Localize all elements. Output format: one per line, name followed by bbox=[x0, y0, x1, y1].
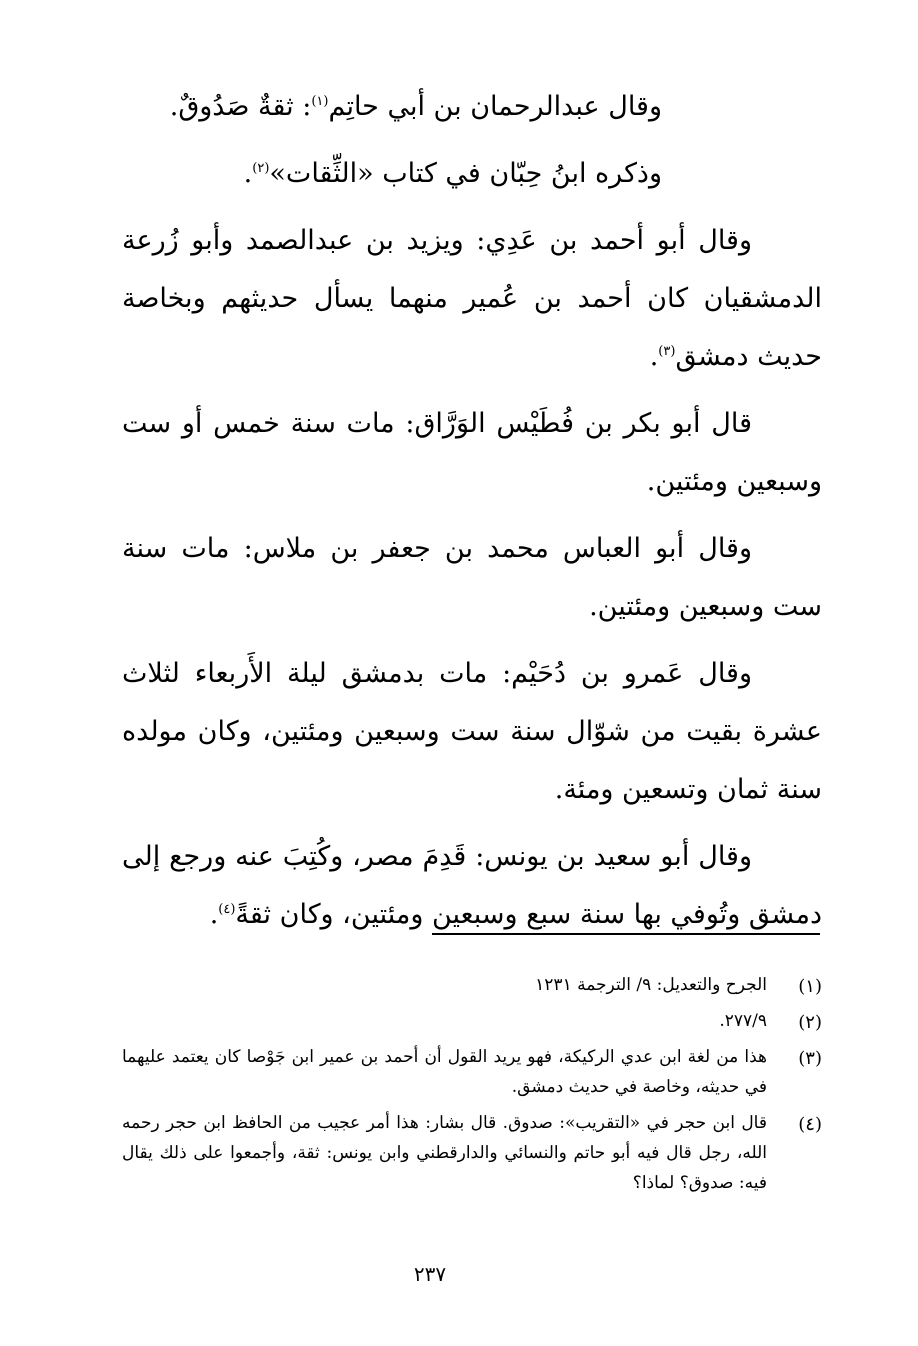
paragraph-text-after: . bbox=[649, 341, 659, 372]
paragraph-text: وقال عبدالرحمان بن أبي حاتِم bbox=[328, 91, 662, 122]
footnote-item bbox=[122, 1042, 822, 1102]
footnote-item bbox=[122, 1006, 822, 1036]
footnotes bbox=[122, 970, 822, 1204]
paragraph-text: وقال عَمرو بن دُحَيْم: مات بدمشق ليلة الأَربعاء لثلاث عشرة بقيت من شوّال سنة ست وسبعين ومئتين، وكان مولده سنة ثمان وتسعين ومئة. bbox=[122, 658, 822, 805]
paragraph-text: وذكره ابنُ حِبّان في كتاب «الثِّقات» bbox=[269, 158, 662, 189]
footnote-ref: (٢) bbox=[252, 161, 270, 176]
footnote-ref: (٤) bbox=[218, 902, 236, 917]
paragraph-text-after: . bbox=[243, 158, 253, 189]
footnote-number: (٢) bbox=[798, 1012, 822, 1033]
footnote-text: هذا من لغة ابن عدي الركيكة، فهو يريد القول أن أحمد بن عمير ابن جَوْصا كان يعتمد عليهما في حديثه، وخاصة في حديث دمشق. bbox=[122, 1047, 767, 1097]
page-number: ٢٣٧ bbox=[413, 1262, 447, 1286]
footnote-item bbox=[122, 1108, 822, 1198]
footnote-divider bbox=[432, 933, 820, 935]
paragraph-text: وقال أبو العباس محمد بن جعفر بن ملاس: مات سنة ست وسبعين ومئتين. bbox=[122, 533, 822, 622]
footnote-item bbox=[122, 970, 822, 1000]
paragraph-ibn-futays bbox=[122, 395, 822, 511]
paragraph-ibn-hibban bbox=[122, 145, 822, 203]
paragraph-ibn-yunus bbox=[122, 828, 822, 944]
paragraph-text: وقال أبو سعيد بن يونس: قَدِمَ مصر، وكُتِبَ عنه ورجع إلى دمشق وتُوفي بها سنة سبع وسبعين ومئتين، وكان ثقةً bbox=[122, 841, 822, 930]
footnote-ref: (٣) bbox=[658, 344, 676, 359]
paragraph-text-after: : ثقةٌ صَدُوقٌ. bbox=[169, 91, 312, 122]
footnote-text: ٢٧٧/٩. bbox=[719, 1011, 767, 1031]
footnote-number: (١) bbox=[798, 976, 822, 997]
footnote-text: الجرح والتعديل: ٩/ الترجمة ١٢٣١ bbox=[535, 975, 767, 995]
paragraph-ibn-adi bbox=[122, 212, 822, 386]
footnote-ref: (١) bbox=[311, 94, 329, 109]
paragraph-text: وقال أبو أحمد بن عَدِي: ويزيد بن عبدالصمد وأبو زُرعة الدمشقيان كان أحمد بن عُمير منهما يسأل حديثهم وبخاصة حديث دمشق bbox=[122, 225, 822, 372]
main-text bbox=[122, 78, 822, 953]
paragraph-text-after: . bbox=[209, 899, 219, 930]
footnote-number: (٤) bbox=[798, 1114, 822, 1135]
paragraph-ibn-abi-hatim bbox=[122, 78, 822, 136]
paragraph-ibn-duhaym bbox=[122, 645, 822, 819]
paragraph-ibn-mallas bbox=[122, 520, 822, 636]
paragraph-text: قال أبو بكر بن فُطَيْس الوَرَّاق: مات سنة خمس أو ست وسبعين ومئتين. bbox=[122, 408, 822, 497]
footnote-number: (٣) bbox=[798, 1048, 822, 1069]
footnote-text: قال ابن حجر في «التقريب»: صدوق. قال بشار: هذا أمر عجيب من الحافظ ابن حجر رحمه الله، رجل قال فيه أبو حاتم والنسائي والدارقطني وابن يونس: ثقة، وأجمعوا على ذلك يقال فيه: صدوق؟ لماذا؟ bbox=[122, 1113, 767, 1193]
